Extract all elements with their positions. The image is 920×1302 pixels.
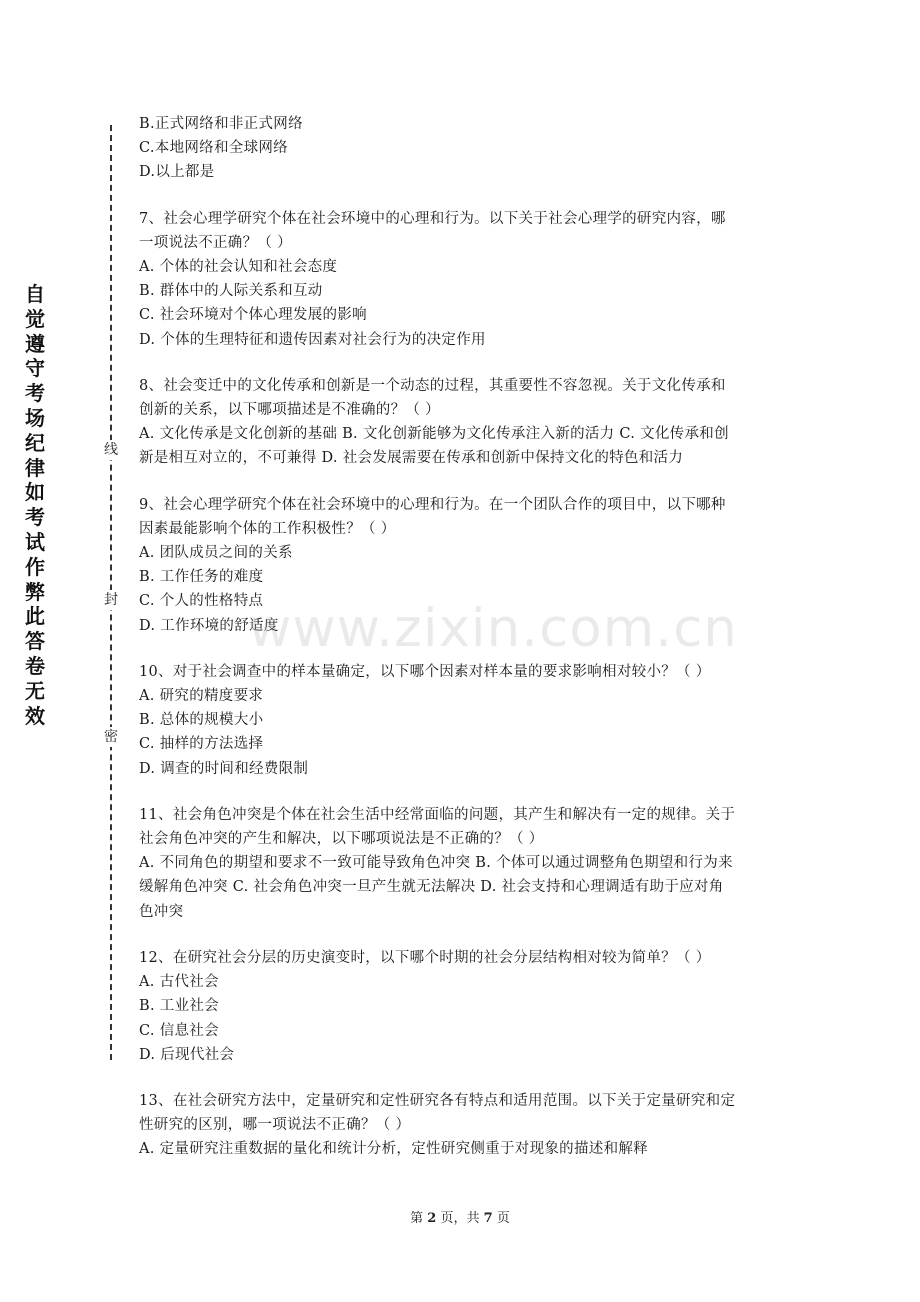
option: A. 个体的社会认知和社会态度 [139, 259, 338, 276]
option: B. 总体的规模大小 [139, 712, 264, 729]
cut-mark-secret: 密 [101, 727, 121, 747]
option: B.正式网络和非正式网络 [139, 116, 303, 132]
question-9 [139, 493, 794, 638]
option: A. 文化传承是文化创新的基础 B. 文化创新能够为文化传承注入新的活力 C. 文化传承和创 [139, 426, 729, 443]
question-8 [139, 374, 794, 471]
option: 缓解角色冲突 C. 社会角色冲突一旦产生就无法解决 D. 社会支持和心理调适有助于应对角 [139, 879, 724, 896]
option: A. 不同角色的期望和要求不一致可能导致角色冲突 B. 个体可以通过调整角色期望和行为来 [139, 855, 733, 872]
question-stem: 因素最能影响个体的工作积极性？（ ） [139, 520, 396, 537]
question-stem: 创新的关系，以下哪项描述是不准确的？（ ） [139, 402, 440, 419]
footer-prefix: 第 [410, 1211, 424, 1226]
question-7 [139, 207, 794, 352]
option: B. 工作任务的难度 [139, 569, 264, 586]
option: D.以上都是 [139, 164, 215, 181]
option: A. 研究的精度要求 [139, 688, 264, 705]
cut-mark-seal: 封 [101, 590, 121, 610]
footer-middle: 页，共 [440, 1211, 480, 1226]
question-stem: 一项说法不正确？（ ） [139, 234, 292, 251]
question-13 [139, 1089, 794, 1162]
site-watermark: www.zixin.com.cn [248, 598, 738, 659]
option: D. 调查的时间和经费限制 [139, 760, 309, 777]
option: A. 定量研究注重数据的量化和统计分析，定性研究侧重于对现象的描述和解释 [139, 1141, 648, 1158]
option: D. 个体的生理特征和遗传因素对社会行为的决定作用 [139, 331, 486, 348]
option: C. 信息社会 [139, 1022, 219, 1039]
previous-question-options [139, 112, 794, 185]
option: 新是相互对立的，不可兼得 D. 社会发展需要在传承和创新中保持文化的特色和活力 [139, 450, 684, 467]
option: A. 古代社会 [139, 974, 219, 991]
option: B. 群体中的人际关系和互动 [139, 283, 323, 300]
footer-suffix: 页 [496, 1211, 510, 1226]
question-11 [139, 803, 794, 924]
question-stem: 7、社会心理学研究个体在社会环境中的心理和行为。以下关于社会心理学的研究内容，哪 [139, 210, 726, 227]
question-stem: 10、对于社会调查中的样本量确定，以下哪个因素对样本量的要求影响相对较小？（ ） [139, 663, 711, 680]
question-stem: 12、在研究社会分层的历史演变时，以下哪个时期的社会分层结构相对较为简单？（ ） [139, 949, 711, 966]
page-footer [0, 1207, 920, 1226]
question-stem: 9、社会心理学研究个体在社会环境中的心理和行为。在一个团队合作的项目中，以下哪种 [139, 496, 726, 513]
question-stem: 13、在社会研究方法中，定量研究和定性研究各有特点和适用范围。以下关于定量研究和定 [139, 1092, 736, 1109]
question-12 [139, 946, 794, 1067]
option: C. 抽样的方法选择 [139, 736, 264, 753]
binding-margin-note: 自觉遵守考场纪律如考试作弊此答卷无效 [25, 282, 45, 728]
option: C. 个人的性格特点 [139, 593, 264, 610]
question-10 [139, 660, 794, 781]
option: 色冲突 [139, 903, 184, 920]
footer-page-number: 2 [427, 1211, 437, 1226]
option: C. 社会环境对个体心理发展的影响 [139, 307, 367, 324]
question-stem: 8、社会变迁中的文化传承和创新是一个动态的过程，其重要性不容忽视。关于文化传承和 [139, 377, 726, 394]
question-stem: 性研究的区别，哪一项说法不正确？（ ） [139, 1117, 411, 1134]
question-content [139, 112, 794, 1162]
option: B. 工业社会 [139, 998, 219, 1015]
question-stem: 11、社会角色冲突是个体在社会生活中经常面临的问题，其产生和解决有一定的规律。关于 [139, 806, 736, 823]
option: D. 后现代社会 [139, 1046, 235, 1063]
question-stem: 社会角色冲突的产生和解决，以下哪项说法是不正确的？（ ） [139, 831, 544, 848]
option: A. 团队成员之间的关系 [139, 545, 293, 562]
cut-mark-line: 线 [101, 440, 121, 460]
option: D. 工作环境的舒适度 [139, 617, 279, 634]
option: C.本地网络和全球网络 [139, 140, 288, 157]
footer-total-pages: 7 [483, 1211, 493, 1226]
